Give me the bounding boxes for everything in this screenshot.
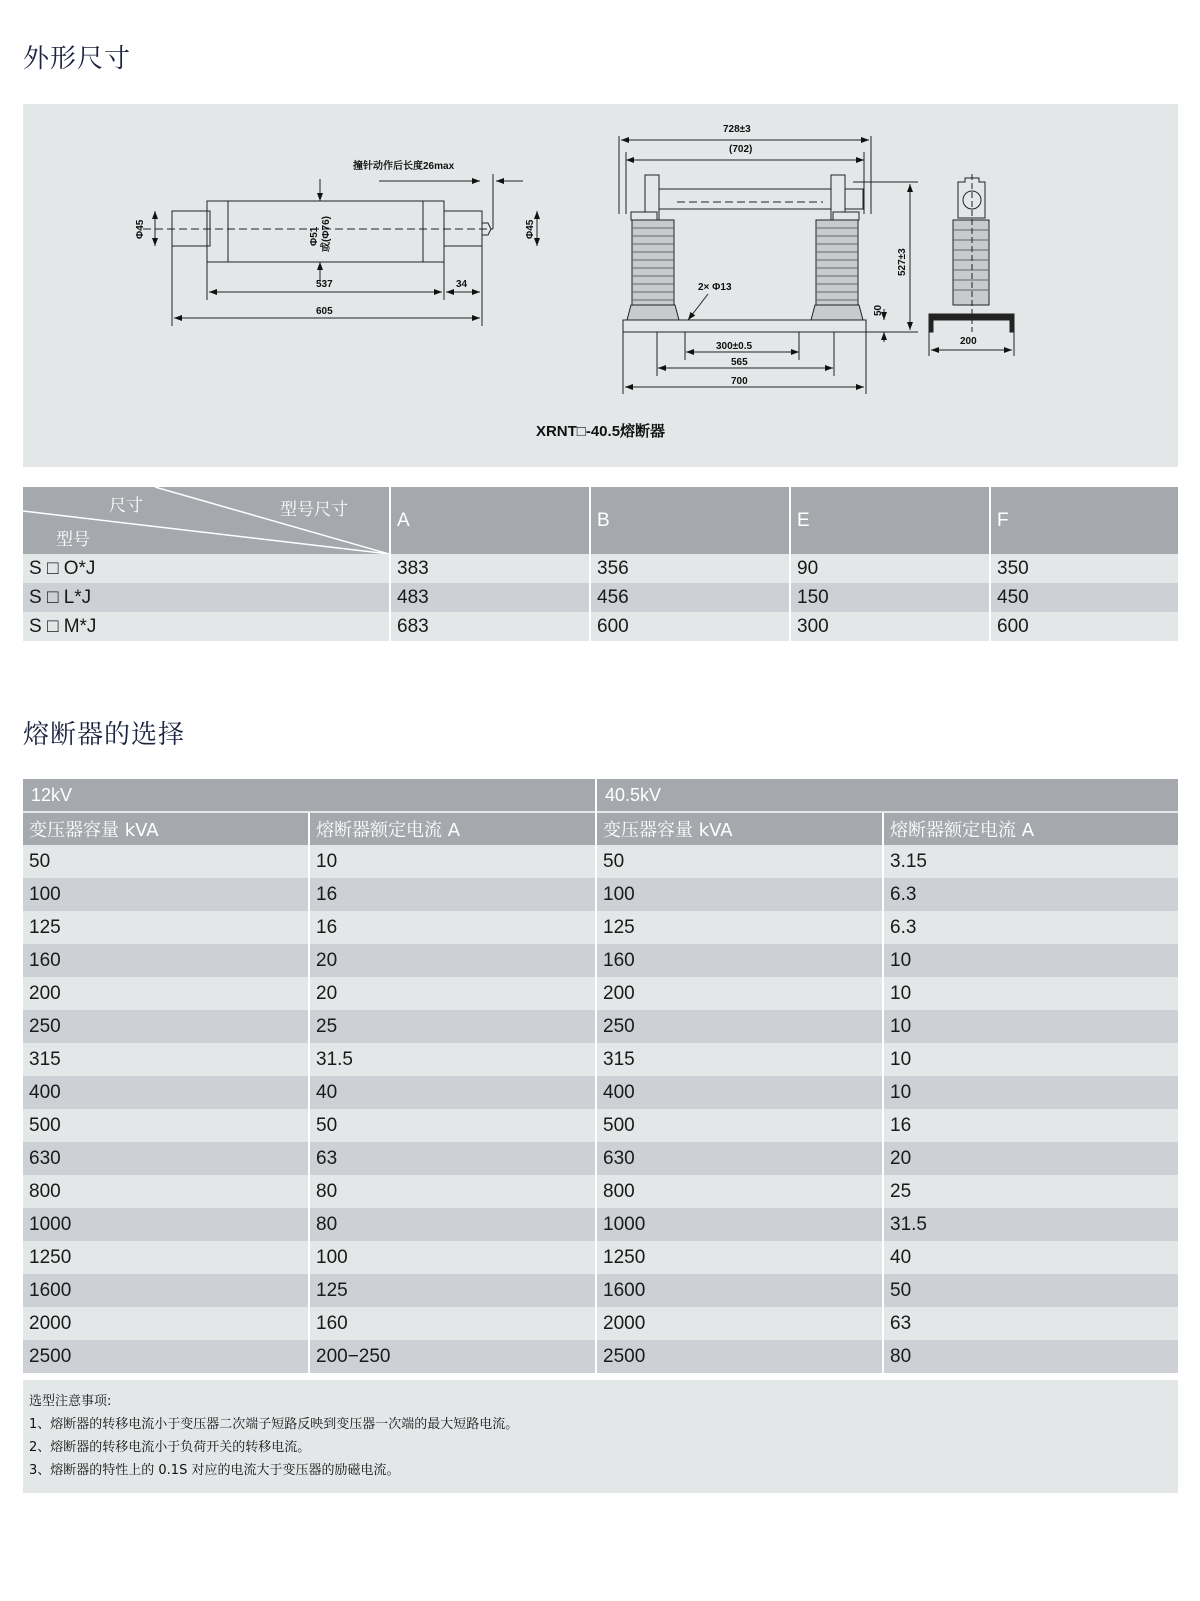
column-header-a: A xyxy=(390,487,590,554)
capacity-cell: 400 xyxy=(23,1076,309,1109)
capacity-cell: 1250 xyxy=(596,1241,883,1274)
group-header-40-5kv: 40.5kV xyxy=(596,779,1178,812)
dia-left-label: Φ45 xyxy=(135,219,146,239)
rated-current-cell: 50 xyxy=(883,1274,1178,1307)
capacity-cell: 200 xyxy=(23,977,309,1010)
rated-current-cell: 63 xyxy=(883,1307,1178,1340)
holes-label: 2× Φ13 xyxy=(698,282,732,293)
rated-current-cell: 63 xyxy=(309,1142,596,1175)
capacity-cell: 315 xyxy=(596,1043,883,1076)
model-cell: S □ L*J xyxy=(23,583,390,612)
fuse-dimension-labels xyxy=(135,159,536,317)
table-row xyxy=(23,1241,1178,1274)
fuse-side-view xyxy=(143,174,537,326)
table-row xyxy=(23,1109,1178,1142)
capacity-cell: 800 xyxy=(596,1175,883,1208)
capacity-cell: 250 xyxy=(596,1010,883,1043)
dimension-cell: 350 xyxy=(990,554,1178,583)
table-row xyxy=(23,1142,1178,1175)
capacity-cell: 630 xyxy=(23,1142,309,1175)
rated-current-cell: 40 xyxy=(883,1241,1178,1274)
dimension-cell: 450 xyxy=(990,583,1178,612)
corner-label-model-size: 型号尺寸 xyxy=(280,500,348,520)
section-title-fuse-selection: 熔断器的选择 xyxy=(23,720,186,750)
capacity-cell: 160 xyxy=(23,944,309,977)
capacity-cell: 500 xyxy=(596,1109,883,1142)
drawing-svg xyxy=(23,104,1178,467)
dimension-table xyxy=(23,487,1178,641)
capacity-cell: 800 xyxy=(23,1175,309,1208)
column-header-current-12kv: 熔断器额定电流 A xyxy=(309,812,596,845)
technical-drawing xyxy=(23,104,1178,467)
rated-current-cell: 80 xyxy=(309,1175,596,1208)
table-row xyxy=(23,845,1178,878)
rated-current-cell: 16 xyxy=(309,911,596,944)
dia-body-alt-label: 或(Φ76) xyxy=(321,216,332,252)
rated-current-cell: 10 xyxy=(309,845,596,878)
dia-right-label: Φ45 xyxy=(525,219,536,239)
note-item: 1、熔断器的转移电流小于变压器二次端子短路反映到变压器一次端的最大短路电流。 xyxy=(29,1417,519,1432)
capacity-cell: 160 xyxy=(596,944,883,977)
capacity-cell: 200 xyxy=(596,977,883,1010)
rated-current-cell: 160 xyxy=(309,1307,596,1340)
table-row xyxy=(23,1043,1178,1076)
rated-current-cell: 10 xyxy=(883,977,1178,1010)
capacity-cell: 2500 xyxy=(596,1340,883,1373)
corner-label-model: 型号 xyxy=(56,530,90,550)
hole-spacing-label: 300±0.5 xyxy=(716,341,753,352)
assembly-front-view xyxy=(619,136,918,394)
column-header-f: F xyxy=(990,487,1178,554)
fuse-selection-table xyxy=(23,779,1178,1373)
rated-current-cell: 31.5 xyxy=(883,1208,1178,1241)
overall-width-label: 728±3 xyxy=(723,124,751,135)
table-row xyxy=(23,1274,1178,1307)
note-item: 2、熔断器的转移电流小于负荷开关的转移电流。 xyxy=(29,1440,311,1455)
table-row xyxy=(23,1076,1178,1109)
dimension-cell: 300 xyxy=(790,612,990,641)
capacity-cell: 1000 xyxy=(596,1208,883,1241)
base-height-label: 50 xyxy=(873,304,884,316)
len-end-label: 34 xyxy=(456,279,468,290)
dimension-cell: 356 xyxy=(590,554,790,583)
rated-current-cell: 16 xyxy=(883,1109,1178,1142)
rated-current-cell: 200−250 xyxy=(309,1340,596,1373)
note-item: 3、熔断器的特性上的 0.1S 对应的电流大于变压器的励磁电流。 xyxy=(29,1463,400,1478)
dia-body-label: Φ51 xyxy=(309,226,320,246)
rated-current-cell: 10 xyxy=(883,1043,1178,1076)
capacity-cell: 1600 xyxy=(596,1274,883,1307)
assembly-side-view xyxy=(929,174,1014,356)
mount-spacing-label: 565 xyxy=(731,357,748,368)
dimension-cell: 150 xyxy=(790,583,990,612)
rated-current-cell: 31.5 xyxy=(309,1043,596,1076)
rated-current-cell: 100 xyxy=(309,1241,596,1274)
column-header-capacity-12kv: 变压器容量 kVA xyxy=(23,812,309,845)
table-row xyxy=(23,878,1178,911)
capacity-cell: 315 xyxy=(23,1043,309,1076)
height-label: 527±3 xyxy=(897,248,908,276)
corner-header xyxy=(23,487,390,554)
capacity-cell: 100 xyxy=(596,878,883,911)
capacity-cell: 1600 xyxy=(23,1274,309,1307)
base-length-label: 700 xyxy=(731,376,748,387)
rated-current-cell: 80 xyxy=(883,1340,1178,1373)
column-header-current-40-5kv: 熔断器额定电流 A xyxy=(883,812,1178,845)
column-header-capacity-40-5kv: 变压器容量 kVA xyxy=(596,812,883,845)
capacity-cell: 50 xyxy=(596,845,883,878)
rated-current-cell: 25 xyxy=(883,1175,1178,1208)
group-header-12kv: 12kV xyxy=(23,779,596,812)
capacity-cell: 125 xyxy=(23,911,309,944)
model-cell: S □ M*J xyxy=(23,612,390,641)
dimension-cell: 600 xyxy=(590,612,790,641)
dimension-cell: 683 xyxy=(390,612,590,641)
drawing-caption: XRNT□-40.5熔断器 xyxy=(535,423,666,440)
rated-current-cell: 10 xyxy=(883,944,1178,977)
dimension-cell: 456 xyxy=(590,583,790,612)
rated-current-cell: 80 xyxy=(309,1208,596,1241)
table-row xyxy=(23,1010,1178,1043)
capacity-cell: 1000 xyxy=(23,1208,309,1241)
rated-current-cell: 20 xyxy=(309,977,596,1010)
side-width-label: 200 xyxy=(960,336,977,347)
table-row xyxy=(23,612,1178,641)
table-row xyxy=(23,944,1178,977)
rated-current-cell: 10 xyxy=(883,1076,1178,1109)
column-header-e: E xyxy=(790,487,990,554)
rated-current-cell: 40 xyxy=(309,1076,596,1109)
rated-current-cell: 50 xyxy=(309,1109,596,1142)
capacity-cell: 50 xyxy=(23,845,309,878)
rated-current-cell: 20 xyxy=(883,1142,1178,1175)
rated-current-cell: 20 xyxy=(309,944,596,977)
table-row xyxy=(23,911,1178,944)
capacity-cell: 100 xyxy=(23,878,309,911)
rated-current-cell: 16 xyxy=(309,878,596,911)
table-row xyxy=(23,1175,1178,1208)
model-cell: S □ O*J xyxy=(23,554,390,583)
inner-width-label: (702) xyxy=(729,144,753,155)
notes-heading: 选型注意事项: xyxy=(29,1394,112,1409)
column-header-b: B xyxy=(590,487,790,554)
section-title-dimensions: 外形尺寸 xyxy=(23,44,132,74)
dimension-cell: 600 xyxy=(990,612,1178,641)
table-row xyxy=(23,1208,1178,1241)
len-total-label: 605 xyxy=(316,306,333,317)
capacity-cell: 1250 xyxy=(23,1241,309,1274)
table-row xyxy=(23,554,1178,583)
rated-current-cell: 6.3 xyxy=(883,911,1178,944)
table-row xyxy=(23,1307,1178,1340)
capacity-cell: 2000 xyxy=(23,1307,309,1340)
table-row xyxy=(23,977,1178,1010)
rated-current-cell: 3.15 xyxy=(883,845,1178,878)
len-body-label: 537 xyxy=(316,279,333,290)
table-row xyxy=(23,1340,1178,1373)
table-row xyxy=(23,583,1178,612)
dimension-cell: 90 xyxy=(790,554,990,583)
capacity-cell: 630 xyxy=(596,1142,883,1175)
rated-current-cell: 6.3 xyxy=(883,878,1178,911)
capacity-cell: 500 xyxy=(23,1109,309,1142)
corner-label-size: 尺寸 xyxy=(109,496,143,516)
striker-length-label: 撞针动作后长度26max xyxy=(353,161,455,172)
rated-current-cell: 10 xyxy=(883,1010,1178,1043)
dimension-cell: 383 xyxy=(390,554,590,583)
selection-notes xyxy=(23,1380,1178,1493)
rated-current-cell: 25 xyxy=(309,1010,596,1043)
capacity-cell: 2500 xyxy=(23,1340,309,1373)
capacity-cell: 125 xyxy=(596,911,883,944)
dimension-cell: 483 xyxy=(390,583,590,612)
capacity-cell: 400 xyxy=(596,1076,883,1109)
rated-current-cell: 125 xyxy=(309,1274,596,1307)
capacity-cell: 2000 xyxy=(596,1307,883,1340)
capacity-cell: 250 xyxy=(23,1010,309,1043)
